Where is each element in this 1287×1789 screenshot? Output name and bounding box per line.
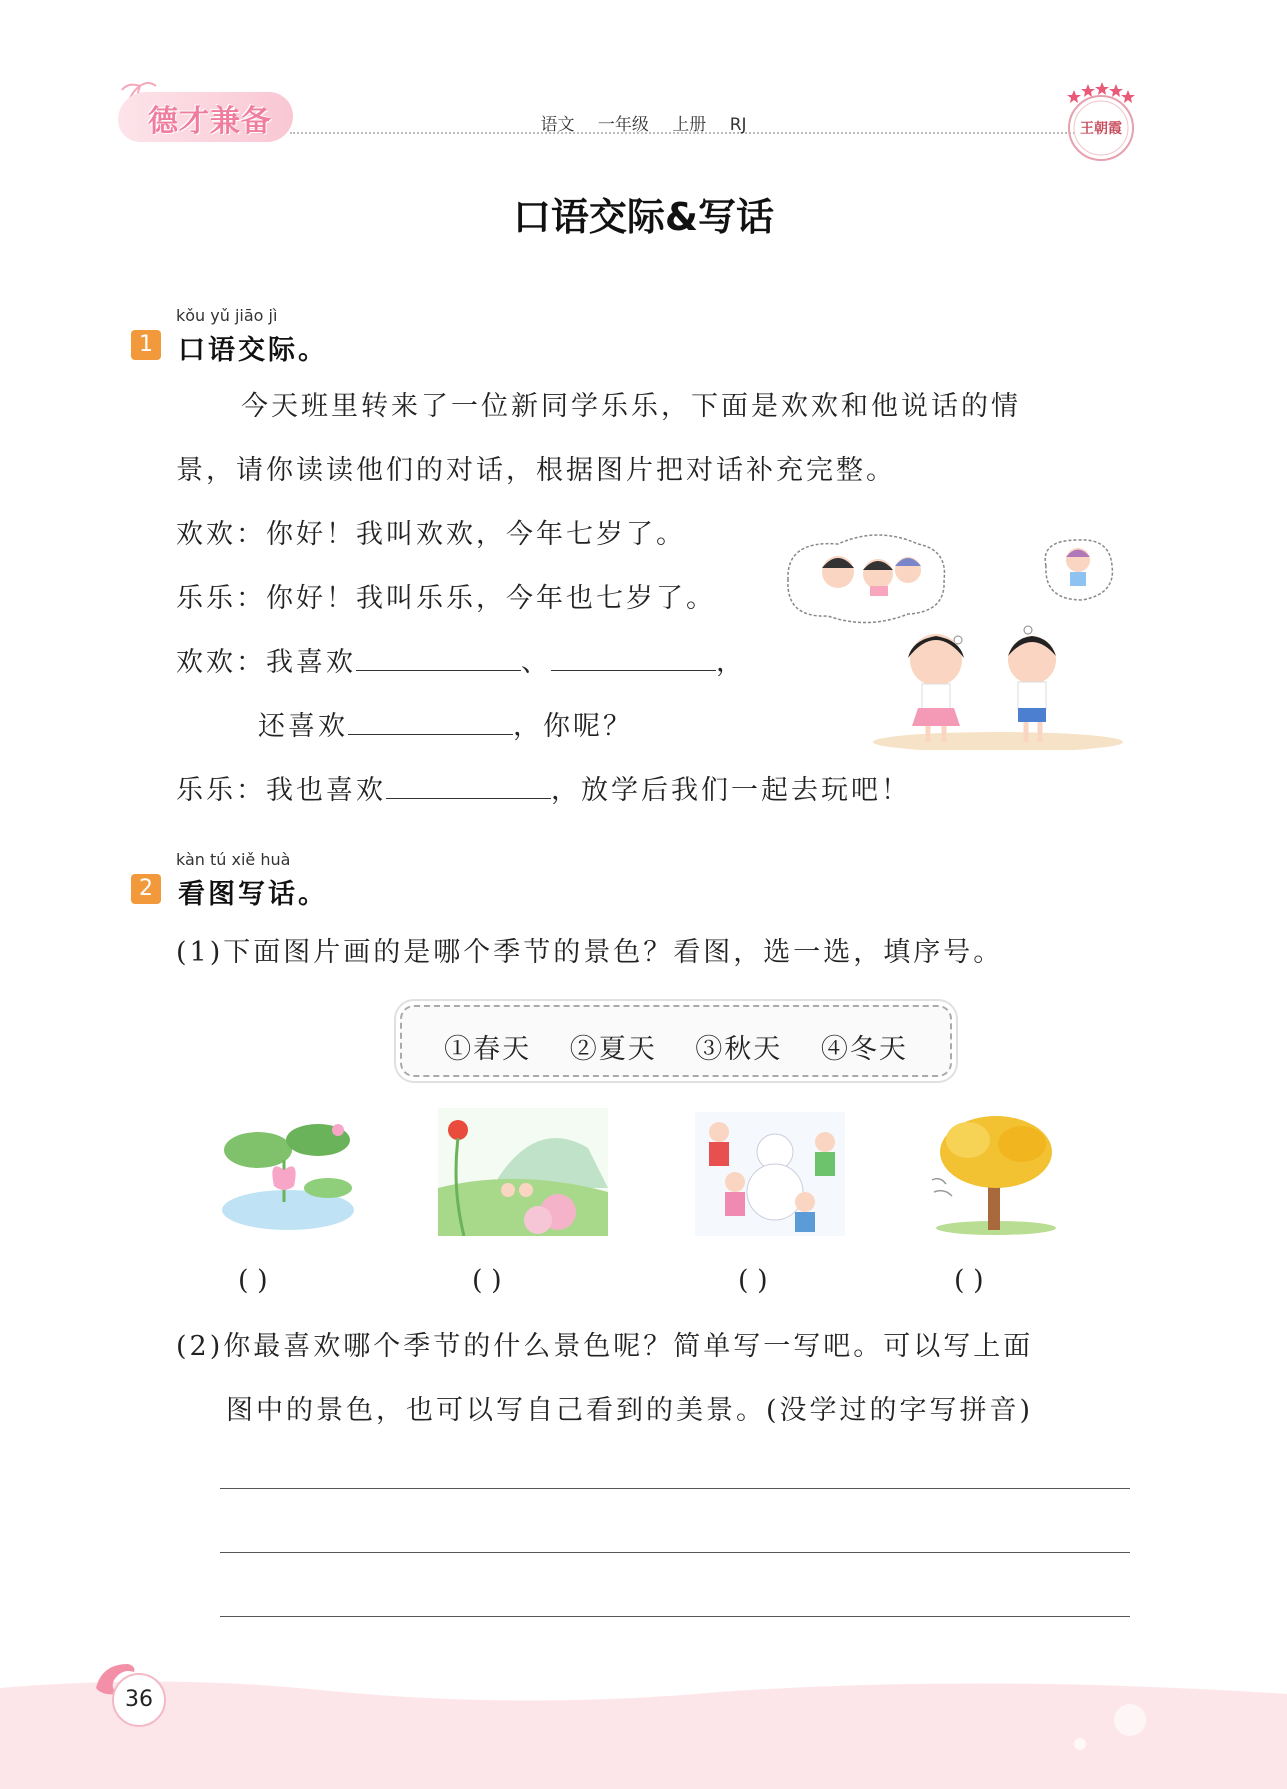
section2-pinyin: kàn tú xiě huà <box>176 850 291 869</box>
writing-line[interactable] <box>220 1552 1130 1553</box>
answer-paren[interactable]: ( ) <box>238 1265 268 1296</box>
section2-title: 看图写话。 <box>178 879 328 910</box>
edition: RJ <box>729 115 747 135</box>
writing-line[interactable] <box>220 1488 1130 1489</box>
option-winter: ④冬天 <box>820 1034 908 1065</box>
dialogue-line <box>176 520 686 550</box>
speaker: 欢欢： <box>176 519 266 550</box>
answer-paren[interactable]: ( ) <box>472 1265 502 1296</box>
section1-intro-line1: 今天班里转来了一位新同学乐乐，下面是欢欢和他说话的情 <box>241 391 1021 422</box>
season-options-box <box>400 1005 952 1077</box>
dialogue-text: 你好！我叫乐乐，今年也七岁了。 <box>266 583 716 614</box>
speaker: 乐乐： <box>176 583 266 614</box>
option-autumn: ③秋天 <box>695 1034 783 1065</box>
fill-prefix: 还喜欢 <box>258 711 348 742</box>
lotus-pond-picture <box>218 1110 358 1235</box>
section1-intro-line2: 景，请你读读他们的对话，根据图片把对话补充完整。 <box>176 455 896 486</box>
fill-separator: 、 <box>521 647 551 678</box>
spring-landscape-picture <box>438 1108 608 1236</box>
seal-text: 王朝霞 <box>1080 121 1122 137</box>
answer-blank[interactable] <box>356 648 521 671</box>
fill-end: ，你呢？ <box>513 711 633 742</box>
grade: 一年级 <box>597 115 649 135</box>
page-number: 36 <box>112 1673 166 1727</box>
footer-wave <box>0 1680 1287 1789</box>
option-spring: ①春天 <box>444 1034 532 1065</box>
kids-dialogue-illustration <box>778 530 1124 750</box>
answer-paren[interactable]: ( ) <box>954 1265 984 1296</box>
answer-blank[interactable] <box>551 648 716 671</box>
answer-paren[interactable]: ( ) <box>738 1265 768 1296</box>
fill-line-1 <box>176 648 746 678</box>
answer-blank[interactable] <box>348 712 513 735</box>
autumn-tree-picture <box>928 1110 1060 1236</box>
logo-text: 德才兼备 <box>148 104 272 139</box>
snowman-kids-picture <box>695 1112 845 1236</box>
volume: 上册 <box>672 115 707 135</box>
subject: 语文 <box>540 115 575 135</box>
dialogue-text: 你好！我叫欢欢，今年七岁了。 <box>266 519 686 550</box>
fill-line-3 <box>176 776 911 806</box>
writing-line[interactable] <box>220 1616 1130 1617</box>
section1-pinyin: kǒu yǔ jiāo jì <box>176 306 278 325</box>
question-2-line2: 图中的景色，也可以写自己看到的美景。(没学过的字写拼音) <box>226 1395 1034 1426</box>
question-1: (1)下面图片画的是哪个季节的景色？看图，选一选，填序号。 <box>176 937 1004 968</box>
fill-line-2 <box>258 712 633 742</box>
section2-number: 2 <box>131 874 161 904</box>
section1-title: 口语交际。 <box>178 335 328 366</box>
fill-end: ，放学后我们一起去玩吧！ <box>551 775 911 806</box>
page-title: 口语交际&写话 <box>512 195 775 239</box>
fill-prefix: 乐乐：我也喜欢 <box>176 775 386 806</box>
fill-prefix: 欢欢：我喜欢 <box>176 647 356 678</box>
option-summer: ②夏天 <box>569 1034 657 1065</box>
dialogue-line <box>176 584 716 614</box>
section1-number: 1 <box>131 330 161 360</box>
fill-end: ， <box>716 647 746 678</box>
answer-blank[interactable] <box>386 776 551 799</box>
question-2-line1: (2)你最喜欢哪个季节的什么景色呢？简单写一写吧。可以写上面 <box>176 1331 1034 1362</box>
